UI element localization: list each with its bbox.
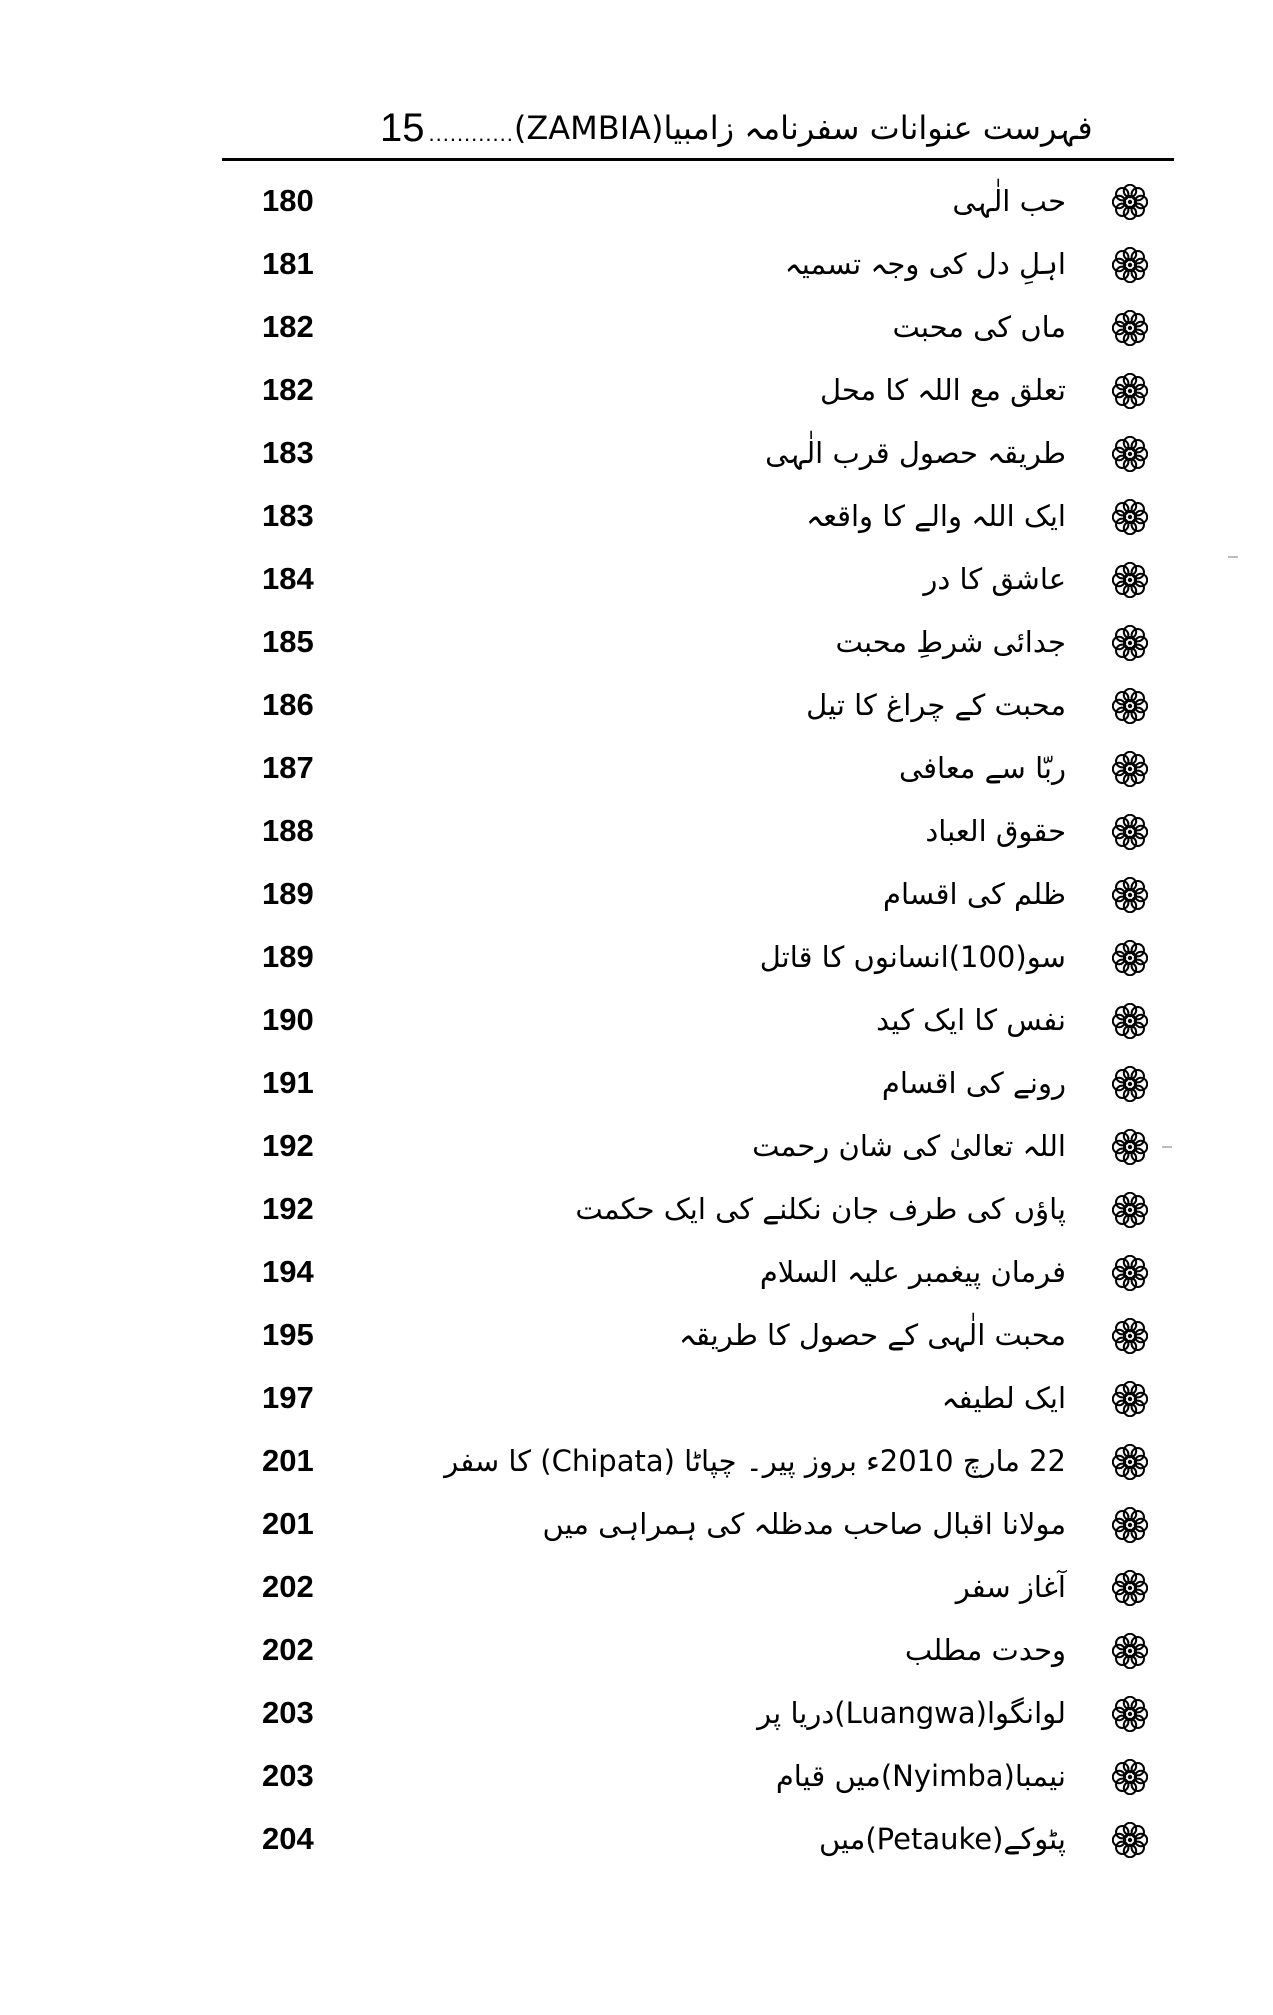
toc-entry <box>0 802 1273 865</box>
entry-title: محبت الٰہی کے حصول کا طریقہ <box>678 1318 1066 1352</box>
toc-entry <box>0 1495 1273 1558</box>
entry-title: پاؤں کی طرف جان نکلنے کی ایک حکمت <box>575 1192 1066 1226</box>
entry-title: فرمان پیغمبر علیہ السلام <box>759 1255 1066 1289</box>
entry-page-number: 195 <box>262 1317 314 1352</box>
header-title: فہرست عنوانات سفرنامہ زامبیا(ZAMBIA) <box>513 109 1093 147</box>
toc-entry <box>0 1117 1273 1180</box>
toc-entry <box>0 991 1273 1054</box>
toc-entry <box>0 1180 1273 1243</box>
toc-entry <box>0 550 1273 613</box>
entry-page-number: 190 <box>262 1002 314 1037</box>
rosette-flower-icon <box>1112 310 1148 346</box>
rosette-flower-icon <box>1112 751 1148 787</box>
entry-page-number: 202 <box>262 1632 314 1667</box>
entry-title: عاشق کا در <box>923 562 1066 596</box>
toc-entry <box>0 865 1273 928</box>
rosette-flower-icon <box>1112 1066 1148 1102</box>
entry-page-number: 201 <box>262 1443 314 1478</box>
rosette-flower-icon <box>1112 1822 1148 1858</box>
toc-entry <box>0 1684 1273 1747</box>
entry-page-number: 182 <box>262 372 314 407</box>
toc-entry <box>0 235 1273 298</box>
toc-entry <box>0 1747 1273 1810</box>
entry-page-number: 194 <box>262 1254 314 1289</box>
entry-title: ماں کی محبت <box>892 310 1066 344</box>
entry-title: نیمبا(Nyimba)میں قیام <box>775 1759 1066 1793</box>
entry-page-number: 182 <box>262 309 314 344</box>
entry-page-number: 183 <box>262 498 314 533</box>
entry-page-number: 189 <box>262 876 314 911</box>
toc-entry <box>0 1054 1273 1117</box>
rosette-flower-icon <box>1112 1507 1148 1543</box>
entry-page-number: 188 <box>262 813 314 848</box>
toc-entry <box>0 1810 1273 1873</box>
entry-title: ایک لطیفہ <box>941 1381 1066 1415</box>
entry-page-number: 183 <box>262 435 314 470</box>
toc-entry <box>0 1369 1273 1432</box>
rosette-flower-icon <box>1112 1570 1148 1606</box>
toc-entry <box>0 361 1273 424</box>
entry-page-number: 181 <box>262 246 314 281</box>
toc-entry <box>0 172 1273 235</box>
header-leader-dots: ............ <box>428 121 514 146</box>
rosette-flower-icon <box>1112 940 1148 976</box>
entry-title: پٹوکے(Petauke)میں <box>818 1822 1066 1856</box>
entry-title: تعلق مع اللہ کا محل <box>819 373 1066 407</box>
entry-title: لوانگوا(Luangwa)دریا پر <box>757 1696 1066 1730</box>
entry-page-number: 203 <box>262 1695 314 1730</box>
rosette-flower-icon <box>1112 1318 1148 1354</box>
toc-entry <box>0 1306 1273 1369</box>
toc-entry <box>0 739 1273 802</box>
entry-title: محبت کے چراغ کا تیل <box>806 688 1066 722</box>
entry-title: سو(100)انسانوں کا قاتل <box>759 940 1066 974</box>
rosette-flower-icon <box>1112 1129 1148 1165</box>
entry-title: اللہ تعالیٰ کی شان رحمت <box>752 1129 1066 1163</box>
entry-page-number: 197 <box>262 1380 314 1415</box>
entry-title: ربّا سے معافی <box>898 751 1066 785</box>
toc-entry <box>0 1558 1273 1621</box>
entry-title: طریقہ حصول قرب الٰہی <box>765 436 1066 470</box>
entry-title: نفس کا ایک کید <box>876 1003 1066 1037</box>
toc-entry <box>0 676 1273 739</box>
entry-page-number: 186 <box>262 687 314 722</box>
entry-title: حقوق العباد <box>925 814 1066 848</box>
rosette-flower-icon <box>1112 1381 1148 1417</box>
rosette-flower-icon <box>1112 1696 1148 1732</box>
entry-title: مولانا اقبال صاحب مدظلہ کی ہمراہی میں <box>542 1507 1066 1541</box>
rosette-flower-icon <box>1112 688 1148 724</box>
rosette-flower-icon <box>1112 1633 1148 1669</box>
entry-title: اہلِ دل کی وجہ تسمیہ <box>784 247 1066 281</box>
entry-page-number: 191 <box>262 1065 314 1100</box>
rosette-flower-icon <box>1112 373 1148 409</box>
entry-page-number: 180 <box>262 183 314 218</box>
header-rule <box>222 158 1174 161</box>
toc-entry <box>0 928 1273 991</box>
rosette-flower-icon <box>1112 1759 1148 1795</box>
rosette-flower-icon <box>1112 562 1148 598</box>
entry-page-number: 187 <box>262 750 314 785</box>
page-number: 15 <box>380 106 425 150</box>
toc-entry <box>0 1243 1273 1306</box>
scan-mark <box>1228 556 1238 558</box>
entry-title: 22 مارچ 2010ء بروز پیر۔ چپاٹا (Chipata) کا سفر <box>444 1444 1066 1478</box>
rosette-flower-icon <box>1112 814 1148 850</box>
rosette-flower-icon <box>1112 247 1148 283</box>
rosette-flower-icon <box>1112 625 1148 661</box>
entry-title: ایک اللہ والے کا واقعہ <box>806 499 1066 533</box>
toc-entry <box>0 298 1273 361</box>
entry-page-number: 203 <box>262 1758 314 1793</box>
running-header <box>380 100 1093 156</box>
rosette-flower-icon <box>1112 877 1148 913</box>
rosette-flower-icon <box>1112 1255 1148 1291</box>
entry-page-number: 192 <box>262 1128 314 1163</box>
rosette-flower-icon <box>1112 499 1148 535</box>
entry-page-number: 201 <box>262 1506 314 1541</box>
entry-title: ظلم کی اقسام <box>883 877 1066 911</box>
rosette-flower-icon <box>1112 1444 1148 1480</box>
entry-page-number: 204 <box>262 1821 314 1856</box>
toc-entry <box>0 1621 1273 1684</box>
entry-page-number: 192 <box>262 1191 314 1226</box>
entry-page-number: 184 <box>262 561 314 596</box>
entry-title: آغاز سفر <box>955 1570 1066 1604</box>
toc-entry <box>0 487 1273 550</box>
toc-entry <box>0 1432 1273 1495</box>
entry-page-number: 202 <box>262 1569 314 1604</box>
table-of-contents <box>0 172 1273 1873</box>
toc-entry <box>0 613 1273 676</box>
entry-title: جدائی شرطِ محبت <box>835 625 1066 659</box>
toc-entry <box>0 424 1273 487</box>
rosette-flower-icon <box>1112 1003 1148 1039</box>
rosette-flower-icon <box>1112 1192 1148 1228</box>
entry-title: حب الٰہی <box>952 184 1066 218</box>
entry-title: رونے کی اقسام <box>881 1066 1066 1100</box>
rosette-flower-icon <box>1112 184 1148 220</box>
rosette-flower-icon <box>1112 436 1148 472</box>
entry-page-number: 185 <box>262 624 314 659</box>
entry-page-number: 189 <box>262 939 314 974</box>
entry-title: وحدت مطلب <box>904 1633 1066 1667</box>
scan-mark <box>1162 1146 1172 1148</box>
